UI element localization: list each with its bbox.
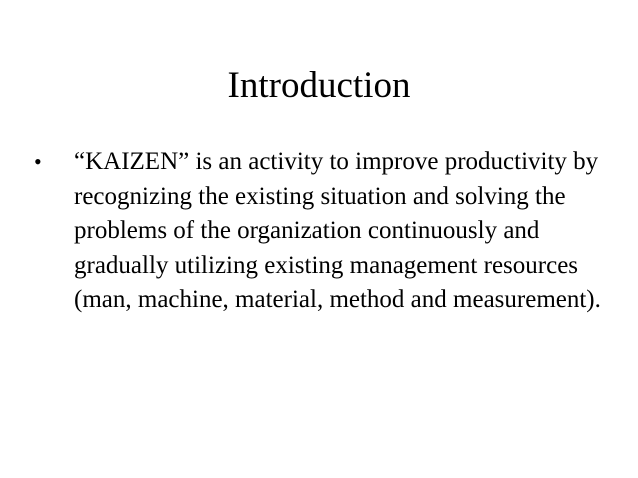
- bullet-text: “KAIZEN” is an activity to improve productivity by recognizing the existing situation and solving the problems of the organization continuously and gradually utilizing existing management resources (man, machine, material, method and measurement).: [74, 148, 601, 313]
- bullet-list: [34, 145, 614, 318]
- slide-title: Introduction: [227, 65, 411, 106]
- bullet-dot-icon: •: [34, 149, 42, 174]
- bullet-item: [34, 145, 614, 318]
